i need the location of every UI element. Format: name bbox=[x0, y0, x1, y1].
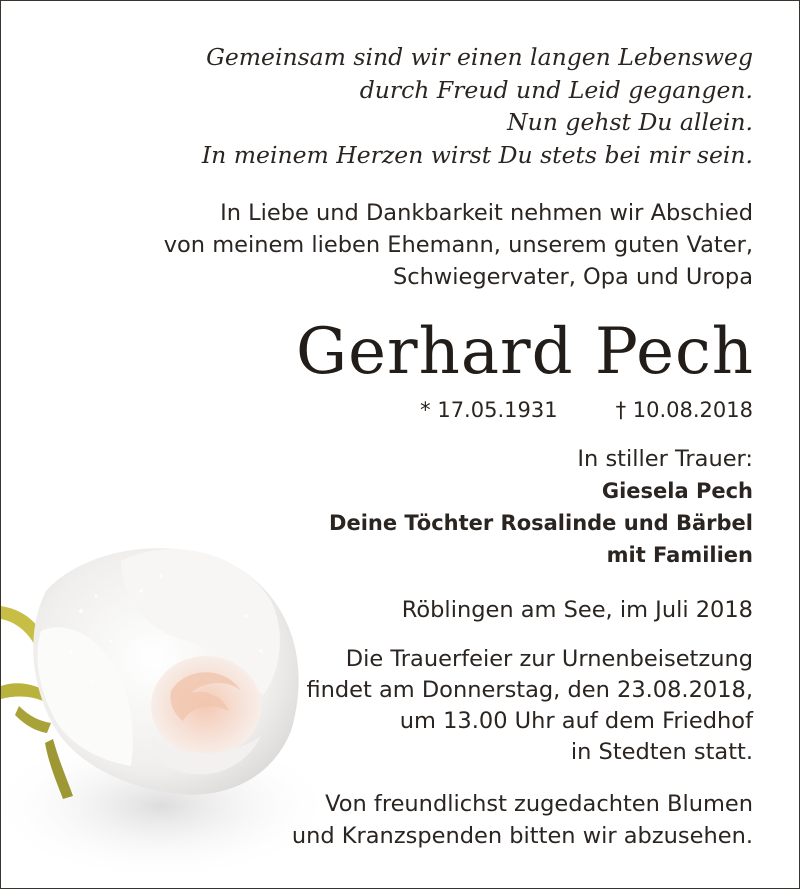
birth-date: * 17.05.1931 bbox=[420, 398, 558, 422]
death-date: † 10.08.2018 bbox=[615, 398, 753, 422]
life-dates bbox=[420, 395, 753, 425]
funeral-service-info bbox=[306, 644, 753, 768]
verse-line: Nun gehst Du allein. bbox=[507, 108, 753, 136]
intro-line: In Liebe und Dankbarkeit nehmen wir Abschied bbox=[220, 200, 753, 226]
verse-line: Gemeinsam sind wir einen langen Lebensweg bbox=[206, 43, 753, 71]
verse-line: durch Freud und Leid gegangen. bbox=[359, 75, 753, 104]
intro-line: Schwiegervater, Opa und Uropa bbox=[392, 264, 753, 290]
deceased-name: Gerhard Pech bbox=[296, 315, 754, 389]
verse bbox=[202, 41, 753, 171]
place-date: Röblingen am See, im Juli 2018 bbox=[401, 597, 753, 623]
verse-line: In meinem Herzen wirst Du stets bei mir sein. bbox=[201, 140, 753, 169]
service-line: in Stedten statt. bbox=[570, 739, 753, 765]
intro-line: von meinem lieben Ehemann, unserem guten Vater, bbox=[163, 232, 753, 258]
white-rose-icon bbox=[1, 521, 331, 889]
mourner-name: Deine Töchter Rosalinde und Bärbel bbox=[329, 511, 753, 535]
flowers-line: Von freundlichst zugedachten Blumen bbox=[325, 791, 753, 817]
mourner-name: Giesela Pech bbox=[601, 479, 753, 503]
service-line: um 13.00 Uhr auf dem Friedhof bbox=[399, 708, 753, 734]
mourners bbox=[329, 443, 753, 571]
flowers-note bbox=[292, 788, 753, 852]
mourner-name: mit Familien bbox=[606, 543, 753, 567]
flowers-line: und Kranzspenden bitten wir abzusehen. bbox=[291, 823, 753, 849]
farewell-intro bbox=[164, 197, 753, 293]
mourners-heading: In stiller Trauer: bbox=[577, 446, 753, 472]
service-line: Die Trauerfeier zur Urnenbeisetzung bbox=[345, 646, 753, 672]
service-line: findet am Donnerstag, den 23.08.2018, bbox=[306, 677, 753, 703]
